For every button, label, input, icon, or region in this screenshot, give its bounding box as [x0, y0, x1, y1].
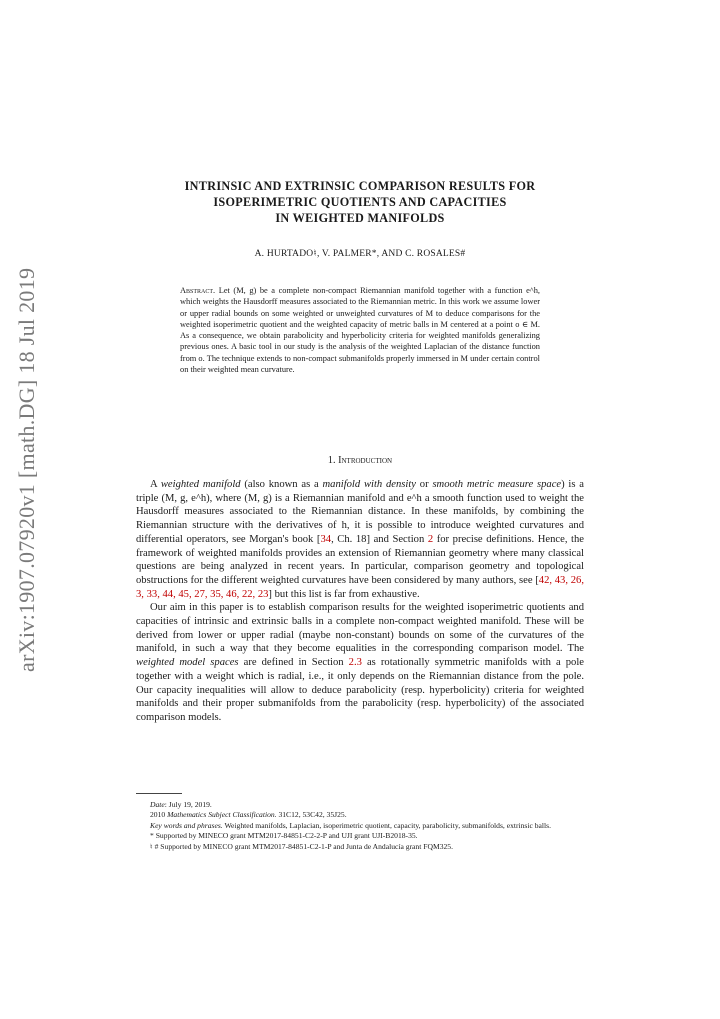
abstract-label: Abstract. — [180, 286, 216, 295]
footnotes — [136, 800, 584, 852]
section-number: 1. — [327, 455, 336, 466]
citation-list-links[interactable]: 42, 43, 26, 3, 33, 44, 45, 27, 35, 46, 22, 23 — [136, 574, 584, 600]
text-run: A — [150, 479, 161, 490]
paragraph — [136, 478, 584, 601]
emphasis: smooth metric measure space — [432, 479, 562, 490]
section-link[interactable]: 2.3 — [348, 657, 362, 669]
msc-value: 31C12, 53C42, 35J25. — [276, 810, 347, 820]
introduction-body — [136, 478, 584, 725]
paragraph — [136, 601, 584, 724]
title-line: INTRINSIC AND EXTRINSIC COMPARISON RESULTS FOR — [184, 179, 536, 193]
emphasis: manifold with density — [322, 479, 417, 490]
abstract — [180, 285, 540, 375]
footnote-date — [136, 800, 584, 810]
emphasis: weighted manifold — [160, 479, 241, 490]
keywords-value: Weighted manifolds, Laplacian, isoperimetric quotient, capacity, parabolicity, submanifolds, extrinsic balls. — [222, 820, 552, 830]
text-run: Our aim in this paper is to establish comparison results for the weighted isoperimetric quotients and capacities of intrinsic and extrinsic balls in a complete non-compact weighted manifold. These will be derived from lower or upper radial (maybe non-constant) bounds on some of the curvatures of the manifold, in such a way that they become equalities in the corresponding comparison model. The — [136, 602, 584, 655]
paper-title — [130, 178, 590, 226]
text-run: or — [416, 479, 433, 490]
keywords-label: Key words and phrases. — [150, 820, 223, 830]
text-run: (also known as a — [240, 479, 323, 490]
section-heading — [130, 455, 590, 466]
text-run: are defined in Section — [238, 657, 349, 669]
emphasis: weighted model spaces — [136, 657, 239, 669]
text-run: as rotationally symmetric manifolds with a pole together with a weight which is radial, i.e., it only depends on the Riemannian distance from the pole. Our capacity inequalities will allow to deduce parabolicity (resp. hyperbolicity) criteria for weighted manifolds and their proper submanifolds from the parabolicity (resp. hyperbolicity) of the associated comparison models. — [136, 657, 584, 723]
section-link[interactable]: 2 — [427, 533, 434, 545]
arxiv-identifier: arXiv:1907.07920v1 [math.DG] 18 Jul 2019 — [14, 267, 39, 672]
msc-label: Mathematics Subject Classification. — [167, 810, 277, 820]
abstract-text: Let (M, g) be a complete non-compact Riemannian manifold together with a function e^h, which weights the Hausdorff measures associated to the Riemannian metric. In this work we assume lower or upper radial bounds on some weighted or unweighted curvatures of M to deduce comparisons for the weighted isoperimetric quotient and the weighted capacity of metric balls in M centered at a point o ∈ M. As a consequence, we obtain parabolicity and hyperbolicity criteria for weighted manifolds generalizing previous ones. A basic tool in our study is the analysis of the weighted Laplacian of the distance function from o. The technique extends to non-compact submanifolds properly immersed in M under certain control on their weighted mean curvature. — [180, 286, 541, 375]
footnote-support-1: * Supported by MINECO grant MTM2017-84851-C2-2-P and UJI grant UJI-B2018-35. — [150, 831, 418, 841]
title-line: IN WEIGHTED MANIFOLDS — [275, 211, 445, 225]
footnote-support-2: ♮ # Supported by MINECO grant MTM2017-84851-C2-1-P and Junta de Andalucía grant FQM325. — [150, 841, 453, 851]
author-list: A. HURTADO♮, V. PALMER*, AND C. ROSALES# — [254, 249, 466, 259]
text-run: for precise definitions. Hence, the framework of weighted manifolds provides an extension of Riemannian geometry where many classical questions are being analyzed in recent years. In particular, comparison geometry and topological obstructions for the different weighted curvatures have been considered by many authors, see [ — [136, 533, 584, 586]
text-run: , Ch. 18] and Section — [331, 533, 428, 545]
section-title: Introduction — [338, 455, 393, 466]
msc-prefix: 2010 — [150, 810, 168, 820]
footnote-msc — [136, 810, 584, 820]
date-label: Date — [150, 800, 165, 809]
date-value: : July 19, 2019. — [164, 800, 212, 809]
footnote-keywords — [136, 821, 584, 831]
citation-link[interactable]: 34 — [320, 533, 332, 545]
title-line: ISOPERIMETRIC QUOTIENTS AND CAPACITIES — [213, 195, 507, 209]
footnote-rule — [136, 793, 182, 794]
text-run: ] but this list is far from exhaustive. — [268, 588, 420, 600]
text-run: ) is a triple (M, g, e^h), where (M, g) is a Riemannian manifold and e^h a smooth function used to weight the Hausdorff measures associated to the Riemannian distance. In these manifolds, by combining the Riemannian structure with the derivatives of h, it is possible to introduce weighted curvatures and differential operators, see Morgan's book [ — [136, 479, 584, 545]
